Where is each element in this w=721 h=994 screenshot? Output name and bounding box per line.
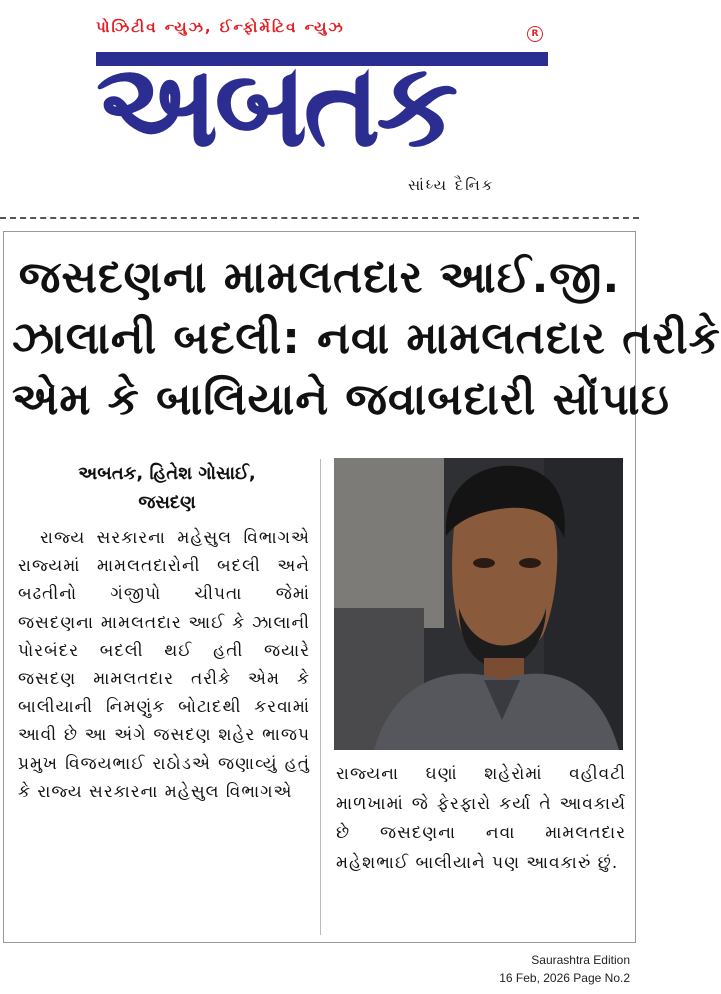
body-paragraph: રાજ્ય સરકારના મહેસુલ વિભાગએ રાજ્યમાં મામલતદારોની બદલી અને બઢતીનો ગંજીપો ચીપતા જેમાં જસદણના મામલતદાર આઈ કે ઝાલાની પોરબંદર બદલી થઈ હતી જયારે જસદણ મામલતદાર તરીકે એમ કે બાલીયાની નિમણુંક બોટાદથી કરવામાં આવી છે આ અંગે જસદણ શહેર ભાજપ પ્રમુખ વિજયભાઈ રાઠોડએ જણાવ્યું હતું કે રાજ્ય સરકારના મહેસુલ વિભાગએ bbox=[18, 528, 310, 802]
masthead-tagline: પોઝિટીવ ન્યુઝ, ઈન્ફોર્મેટિવ ન્યુઝ bbox=[96, 18, 345, 36]
byline-line: જસદણ bbox=[138, 492, 196, 513]
body-paragraph: રાજ્યના ઘણાં શહેરોમાં વહીવટી માળખામાં જે ફેરફારો કર્યા તે આવકાર્ય છે જસદણના નવા મામલતદાર મહેશભાઈ બાલીયાને પણ આવકારું છું. bbox=[336, 764, 626, 873]
article-body-column-1 bbox=[18, 524, 310, 806]
edition-footer bbox=[430, 951, 630, 987]
footer-date-page: 16 Feb, 2026 Page No.2 bbox=[499, 971, 630, 985]
newspaper-logo: અબતક bbox=[96, 38, 455, 173]
headline-line: ઝાલાની બદલી: નવા મામલતદાર તરીકે bbox=[12, 313, 721, 364]
masthead bbox=[0, 0, 639, 215]
footer-edition: Saurashtra Edition bbox=[531, 953, 630, 967]
headline-line: જસદણના મામલતદાર આઈ.જી. bbox=[18, 252, 621, 303]
column-divider bbox=[320, 459, 321, 935]
article-byline bbox=[22, 459, 312, 517]
article-body-column-2 bbox=[336, 760, 626, 878]
registered-mark-icon: R bbox=[527, 26, 543, 42]
byline-line: અબતક, હિતેશ ગોસાઈ, bbox=[78, 463, 256, 484]
edition-type: સાંધ્ય દૈનિક bbox=[408, 176, 495, 194]
portrait-photo-icon bbox=[334, 458, 623, 750]
masthead-divider bbox=[0, 217, 639, 219]
article-headline bbox=[12, 247, 721, 430]
headline-line: એમ કે બાલિયાને જવાબદારી સોંપાઇ bbox=[12, 374, 670, 425]
